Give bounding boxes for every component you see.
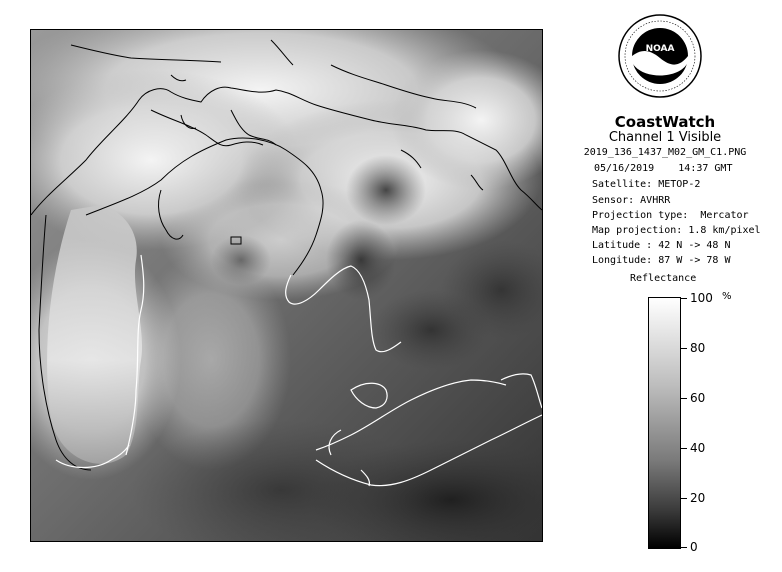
colorbar-tick: [681, 498, 687, 499]
colorbar-tick: [681, 547, 687, 548]
reflectance-colorbar: [648, 297, 681, 549]
map-svg: [31, 30, 542, 541]
projection-type: Projection type: Mercator: [592, 210, 749, 221]
colorbar-label-80: 80: [690, 341, 706, 355]
product-title: CoastWatch: [614, 113, 716, 131]
colorbar-tick: [681, 298, 687, 299]
colorbar-tick: [681, 448, 687, 449]
colorbar-tick: [681, 348, 687, 349]
acquisition-datetime: 05/16/2019 14:37 GMT: [594, 163, 733, 174]
colorbar-label-100: 100: [690, 291, 713, 305]
noaa-logo-icon: [618, 14, 702, 98]
noaa-logo-text: NOAA: [645, 44, 675, 54]
image-filename: 2019_136_1437_M02_GM_C1.PNG: [583, 147, 747, 158]
colorbar-unit: %: [722, 291, 732, 302]
map-projection-resolution: Map projection: 1.8 km/pixel: [592, 225, 761, 236]
colorbar-label-60: 60: [690, 391, 706, 405]
sensor-name: Sensor: AVHRR: [592, 195, 671, 206]
colorbar-tick: [681, 398, 687, 399]
colorbar-title: Reflectance: [630, 273, 697, 284]
colorbar-label-0: 0: [690, 540, 698, 554]
longitude-range: Longitude: 87 W -> 78 W: [592, 255, 731, 266]
colorbar-label-40: 40: [690, 441, 706, 455]
satellite-name: Satellite: METOP-2: [592, 179, 701, 190]
colorbar-label-20: 20: [690, 491, 706, 505]
lake-michigan-surface: [47, 205, 142, 464]
latitude-range: Latitude : 42 N -> 48 N: [592, 240, 731, 251]
satellite-image-map: [30, 29, 543, 542]
channel-subtitle: Channel 1 Visible: [608, 130, 722, 145]
